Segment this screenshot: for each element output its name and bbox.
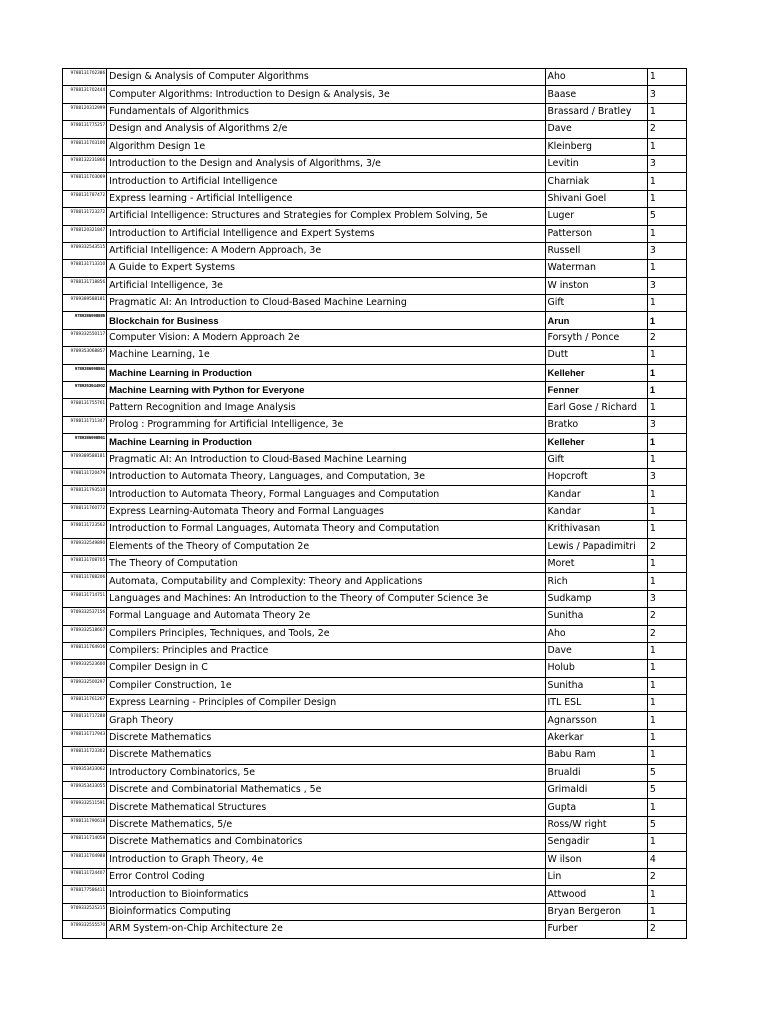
isbn-cell: 9788131703100 (63, 138, 107, 155)
table-row (63, 747, 687, 764)
table-row (63, 295, 687, 312)
quantity-cell: 1 (647, 399, 686, 416)
quantity-cell: 2 (647, 538, 686, 555)
author-cell: W ilson (545, 851, 647, 868)
title-cell: Design & Analysis of Computer Algorithms (107, 69, 545, 86)
title-cell: Discrete Mathematics (107, 747, 545, 764)
author-cell: Earl Gose / Richard (545, 399, 647, 416)
isbn-cell: 9789332523600 (63, 660, 107, 677)
quantity-cell: 1 (647, 364, 686, 381)
quantity-cell: 1 (647, 138, 686, 155)
author-cell: Kelleher (545, 364, 647, 381)
author-cell: Gift (545, 295, 647, 312)
quantity-cell: 1 (647, 903, 686, 920)
title-cell: Introduction to Artificial Intelligence and Expert Systems (107, 225, 545, 242)
table-row (63, 677, 687, 694)
table-row (63, 138, 687, 155)
author-cell: Aho (545, 625, 647, 642)
author-cell: Fenner (545, 382, 647, 399)
table-row (63, 729, 687, 746)
quantity-cell: 1 (647, 695, 686, 712)
table-row (63, 695, 687, 712)
quantity-cell: 1 (647, 260, 686, 277)
title-cell: Discrete Mathematics (107, 729, 545, 746)
isbn-cell: 9789353944902 (63, 382, 107, 399)
table-row (63, 86, 687, 103)
quantity-cell: 1 (647, 573, 686, 590)
title-cell: Error Control Coding (107, 868, 545, 885)
title-cell: Machine Learning, 1e (107, 347, 545, 364)
isbn-cell: 9789389588181 (63, 295, 107, 312)
author-cell: Kandar (545, 486, 647, 503)
quantity-cell: 1 (647, 712, 686, 729)
author-cell: Ross/W right (545, 816, 647, 833)
title-cell: Pragmatic AI: An Introduction to Cloud-Based Machine Learning (107, 451, 545, 468)
title-cell: Express Learning - Principles of Compiler Design (107, 695, 545, 712)
quantity-cell: 1 (647, 103, 686, 120)
table-row (63, 538, 687, 555)
author-cell: Levitin (545, 155, 647, 172)
title-cell: Formal Language and Automata Theory 2e (107, 608, 545, 625)
table-row (63, 103, 687, 120)
title-cell: Design and Analysis of Algorithms 2/e (107, 121, 545, 138)
author-cell: Babu Ram (545, 747, 647, 764)
table-row (63, 451, 687, 468)
author-cell: Kelleher (545, 434, 647, 451)
quantity-cell: 1 (647, 555, 686, 572)
isbn-cell: 9788131724407 (63, 868, 107, 885)
quantity-cell: 3 (647, 277, 686, 294)
table-row (63, 782, 687, 799)
isbn-cell: 9789353433055 (63, 782, 107, 799)
title-cell: Introduction to the Design and Analysis of Algorithms, 3/e (107, 155, 545, 172)
table-row (63, 486, 687, 503)
title-cell: Computer Vision: A Modern Approach 2e (107, 329, 545, 346)
table-row (63, 851, 687, 868)
author-cell: Hopcroft (545, 468, 647, 485)
isbn-cell: 9788131723562 (63, 521, 107, 538)
table-row (63, 921, 687, 938)
isbn-cell: 9789332511591 (63, 799, 107, 816)
title-cell: Compilers Principles, Techniques, and Tools, 2e (107, 625, 545, 642)
author-cell: Sunitha (545, 677, 647, 694)
quantity-cell: 1 (647, 677, 686, 694)
title-cell: Introductory Combinatorics, 5e (107, 764, 545, 781)
title-cell: Pattern Recognition and Image Analysis (107, 399, 545, 416)
author-cell: Grimaldi (545, 782, 647, 799)
isbn-cell: 9788131702386 (63, 69, 107, 86)
title-cell: Introduction to Graph Theory, 4e (107, 851, 545, 868)
isbn-cell: 9789332550117 (63, 329, 107, 346)
table-row (63, 503, 687, 520)
table-row (63, 399, 687, 416)
isbn-cell: 9788177586411 (63, 886, 107, 903)
author-cell: Sengadir (545, 834, 647, 851)
title-cell: A Guide to Expert Systems (107, 260, 545, 277)
isbn-cell: 9788131764916 (63, 642, 107, 659)
quantity-cell: 1 (647, 347, 686, 364)
table-row (63, 555, 687, 572)
quantity-cell: 3 (647, 242, 686, 259)
author-cell: Aho (545, 69, 647, 86)
quantity-cell: 1 (647, 886, 686, 903)
quantity-cell: 1 (647, 521, 686, 538)
table-row (63, 434, 687, 451)
isbn-cell: 9789332537156 (63, 608, 107, 625)
table-row (63, 277, 687, 294)
quantity-cell: 4 (647, 851, 686, 868)
title-cell: Discrete Mathematical Structures (107, 799, 545, 816)
isbn-cell: 9788131775257 (63, 121, 107, 138)
table-row (63, 155, 687, 172)
author-cell: Shivani Goel (545, 190, 647, 207)
table-row (63, 468, 687, 485)
table-row (63, 382, 687, 399)
isbn-cell: 9789332555570 (63, 921, 107, 938)
author-cell: Moret (545, 555, 647, 572)
quantity-cell: 2 (647, 921, 686, 938)
title-cell: Compilers: Principles and Practice (107, 642, 545, 659)
quantity-cell: 1 (647, 486, 686, 503)
author-cell: Kleinberg (545, 138, 647, 155)
quantity-cell: 1 (647, 660, 686, 677)
title-cell: Discrete and Combinatorial Mathematics , 5e (107, 782, 545, 799)
table-row (63, 225, 687, 242)
isbn-cell: 9789332525215 (63, 903, 107, 920)
isbn-cell: 9789332500297 (63, 677, 107, 694)
quantity-cell: 5 (647, 816, 686, 833)
author-cell: Dave (545, 121, 647, 138)
book-list-body (63, 69, 687, 939)
table-row (63, 173, 687, 190)
isbn-cell: 9788131718856 (63, 277, 107, 294)
quantity-cell: 2 (647, 121, 686, 138)
quantity-cell: 1 (647, 295, 686, 312)
quantity-cell: 3 (647, 416, 686, 433)
table-row (63, 242, 687, 259)
author-cell: Agnarsson (545, 712, 647, 729)
author-cell: Luger (545, 208, 647, 225)
quantity-cell: 2 (647, 625, 686, 642)
title-cell: Introduction to Artificial Intelligence (107, 173, 545, 190)
table-row (63, 416, 687, 433)
isbn-cell: 9789353068857 (63, 347, 107, 364)
quantity-cell: 1 (647, 434, 686, 451)
isbn-cell: 9788131790618 (63, 816, 107, 833)
author-cell: Brassard / Bratley (545, 103, 647, 120)
isbn-cell: 9788131787472 (63, 190, 107, 207)
isbn-cell: 9789353433062 (63, 764, 107, 781)
title-cell: Artificial Intelligence, 3e (107, 277, 545, 294)
table-row (63, 347, 687, 364)
table-row (63, 312, 687, 329)
title-cell: Graph Theory (107, 712, 545, 729)
quantity-cell: 1 (647, 382, 686, 399)
author-cell: Lewis / Papadimitri (545, 538, 647, 555)
author-cell: Gift (545, 451, 647, 468)
isbn-cell: 9789386998885 (63, 312, 107, 329)
title-cell: Prolog : Programming for Artificial Intelligence, 3e (107, 416, 545, 433)
title-cell: Machine Learning in Production (107, 434, 545, 451)
table-row (63, 608, 687, 625)
isbn-cell: 9788131704988 (63, 851, 107, 868)
title-cell: Algorithm Design 1e (107, 138, 545, 155)
isbn-cell: 9788131714058 (63, 834, 107, 851)
isbn-cell: 9788131714751 (63, 590, 107, 607)
title-cell: Artificial Intelligence: A Modern Approach, 3e (107, 242, 545, 259)
quantity-cell: 1 (647, 190, 686, 207)
quantity-cell: 1 (647, 747, 686, 764)
author-cell: Holub (545, 660, 647, 677)
isbn-cell: 9788132231866 (63, 155, 107, 172)
table-row (63, 590, 687, 607)
isbn-cell: 9788131711347 (63, 416, 107, 433)
table-row (63, 886, 687, 903)
table-row (63, 903, 687, 920)
isbn-cell: 9788131761267 (63, 695, 107, 712)
isbn-cell: 9789332549890 (63, 538, 107, 555)
table-row (63, 364, 687, 381)
author-cell: Forsyth / Ponce (545, 329, 647, 346)
title-cell: Express learning - Artificial Intelligence (107, 190, 545, 207)
table-row (63, 625, 687, 642)
quantity-cell: 1 (647, 173, 686, 190)
author-cell: Kandar (545, 503, 647, 520)
title-cell: Computer Algorithms: Introduction to Design & Analysis, 3e (107, 86, 545, 103)
isbn-cell: 9788131755761 (63, 399, 107, 416)
isbn-cell: 9789386998861 (63, 434, 107, 451)
quantity-cell: 1 (647, 503, 686, 520)
title-cell: Discrete Mathematics, 5/e (107, 816, 545, 833)
quantity-cell: 3 (647, 155, 686, 172)
table-row (63, 190, 687, 207)
author-cell: Dave (545, 642, 647, 659)
title-cell: Introduction to Automata Theory, Languages, and Computation, 3e (107, 468, 545, 485)
isbn-cell: 9788131788206 (63, 573, 107, 590)
author-cell: Lin (545, 868, 647, 885)
quantity-cell: 1 (647, 69, 686, 86)
author-cell: Bryan Bergeron (545, 903, 647, 920)
title-cell: Discrete Mathematics and Combinatorics (107, 834, 545, 851)
isbn-cell: 9788131793510 (63, 486, 107, 503)
isbn-cell: 9789386998861 (63, 364, 107, 381)
isbn-cell: 9788131760772 (63, 503, 107, 520)
author-cell: Rich (545, 573, 647, 590)
title-cell: Bioinformatics Computing (107, 903, 545, 920)
title-cell: Pragmatic AI: An Introduction to Cloud-Based Machine Learning (107, 295, 545, 312)
author-cell: Charniak (545, 173, 647, 190)
author-cell: Arun (545, 312, 647, 329)
author-cell: Sudkamp (545, 590, 647, 607)
title-cell: Artificial Intelligence: Structures and Strategies for Complex Problem Solving, 5e (107, 208, 545, 225)
quantity-cell: 5 (647, 764, 686, 781)
author-cell: Bratko (545, 416, 647, 433)
isbn-cell: 9788131713310 (63, 260, 107, 277)
isbn-cell: 9789332543515 (63, 242, 107, 259)
table-row (63, 260, 687, 277)
title-cell: Introduction to Bioinformatics (107, 886, 545, 903)
quantity-cell: 3 (647, 468, 686, 485)
table-row (63, 329, 687, 346)
table-row (63, 573, 687, 590)
author-cell: Waterman (545, 260, 647, 277)
table-row (63, 868, 687, 885)
author-cell: Gupta (545, 799, 647, 816)
quantity-cell: 1 (647, 225, 686, 242)
author-cell: Russell (545, 242, 647, 259)
table-row (63, 121, 687, 138)
table-row (63, 816, 687, 833)
title-cell: Elements of the Theory of Computation 2e (107, 538, 545, 555)
author-cell: Dutt (545, 347, 647, 364)
isbn-cell: 9788120321847 (63, 225, 107, 242)
title-cell: Fundamentals of Algorithmics (107, 103, 545, 120)
book-list-table (62, 68, 687, 939)
title-cell: Automata, Computability and Complexity: Theory and Applications (107, 573, 545, 590)
title-cell: Express Learning-Automata Theory and Formal Languages (107, 503, 545, 520)
title-cell: The Theory of Computation (107, 555, 545, 572)
title-cell: Introduction to Formal Languages, Automata Theory and Computation (107, 521, 545, 538)
table-row (63, 712, 687, 729)
isbn-cell: 9788120312999 (63, 103, 107, 120)
quantity-cell: 5 (647, 782, 686, 799)
title-cell: Compiler Construction, 1e (107, 677, 545, 694)
quantity-cell: 2 (647, 329, 686, 346)
title-cell: Languages and Machines: An Introduction to the Theory of Computer Science 3e (107, 590, 545, 607)
isbn-cell: 9788131702444 (63, 86, 107, 103)
title-cell: Introduction to Automata Theory, Formal Languages and Computation (107, 486, 545, 503)
isbn-cell: 9789332518667 (63, 625, 107, 642)
quantity-cell: 5 (647, 208, 686, 225)
quantity-cell: 1 (647, 451, 686, 468)
quantity-cell: 1 (647, 312, 686, 329)
isbn-cell: 9788131720479 (63, 468, 107, 485)
quantity-cell: 3 (647, 86, 686, 103)
title-cell: ARM System-on-Chip Architecture 2e (107, 921, 545, 938)
author-cell: W inston (545, 277, 647, 294)
table-row (63, 69, 687, 86)
author-cell: Krithivasan (545, 521, 647, 538)
title-cell: Machine Learning with Python for Everyone (107, 382, 545, 399)
title-cell: Blockchain for Business (107, 312, 545, 329)
quantity-cell: 2 (647, 608, 686, 625)
author-cell: Sunitha (545, 608, 647, 625)
quantity-cell: 1 (647, 642, 686, 659)
author-cell: Patterson (545, 225, 647, 242)
isbn-cell: 9788131723302 (63, 747, 107, 764)
isbn-cell: 9788131708705 (63, 555, 107, 572)
isbn-cell: 9789389588181 (63, 451, 107, 468)
author-cell: Baase (545, 86, 647, 103)
isbn-cell: 9788131717943 (63, 729, 107, 746)
quantity-cell: 1 (647, 799, 686, 816)
author-cell: Furber (545, 921, 647, 938)
isbn-cell: 9788131703069 (63, 173, 107, 190)
author-cell: ITL ESL (545, 695, 647, 712)
table-row (63, 764, 687, 781)
author-cell: Brualdi (545, 764, 647, 781)
title-cell: Machine Learning in Production (107, 364, 545, 381)
table-row (63, 521, 687, 538)
quantity-cell: 3 (647, 590, 686, 607)
quantity-cell: 1 (647, 834, 686, 851)
table-row (63, 799, 687, 816)
isbn-cell: 9788131717288 (63, 712, 107, 729)
table-row (63, 208, 687, 225)
table-row (63, 660, 687, 677)
author-cell: Akerkar (545, 729, 647, 746)
isbn-cell: 9788131723272 (63, 208, 107, 225)
quantity-cell: 1 (647, 729, 686, 746)
quantity-cell: 2 (647, 868, 686, 885)
author-cell: Attwood (545, 886, 647, 903)
table-row (63, 642, 687, 659)
table-row (63, 834, 687, 851)
title-cell: Compiler Design in C (107, 660, 545, 677)
